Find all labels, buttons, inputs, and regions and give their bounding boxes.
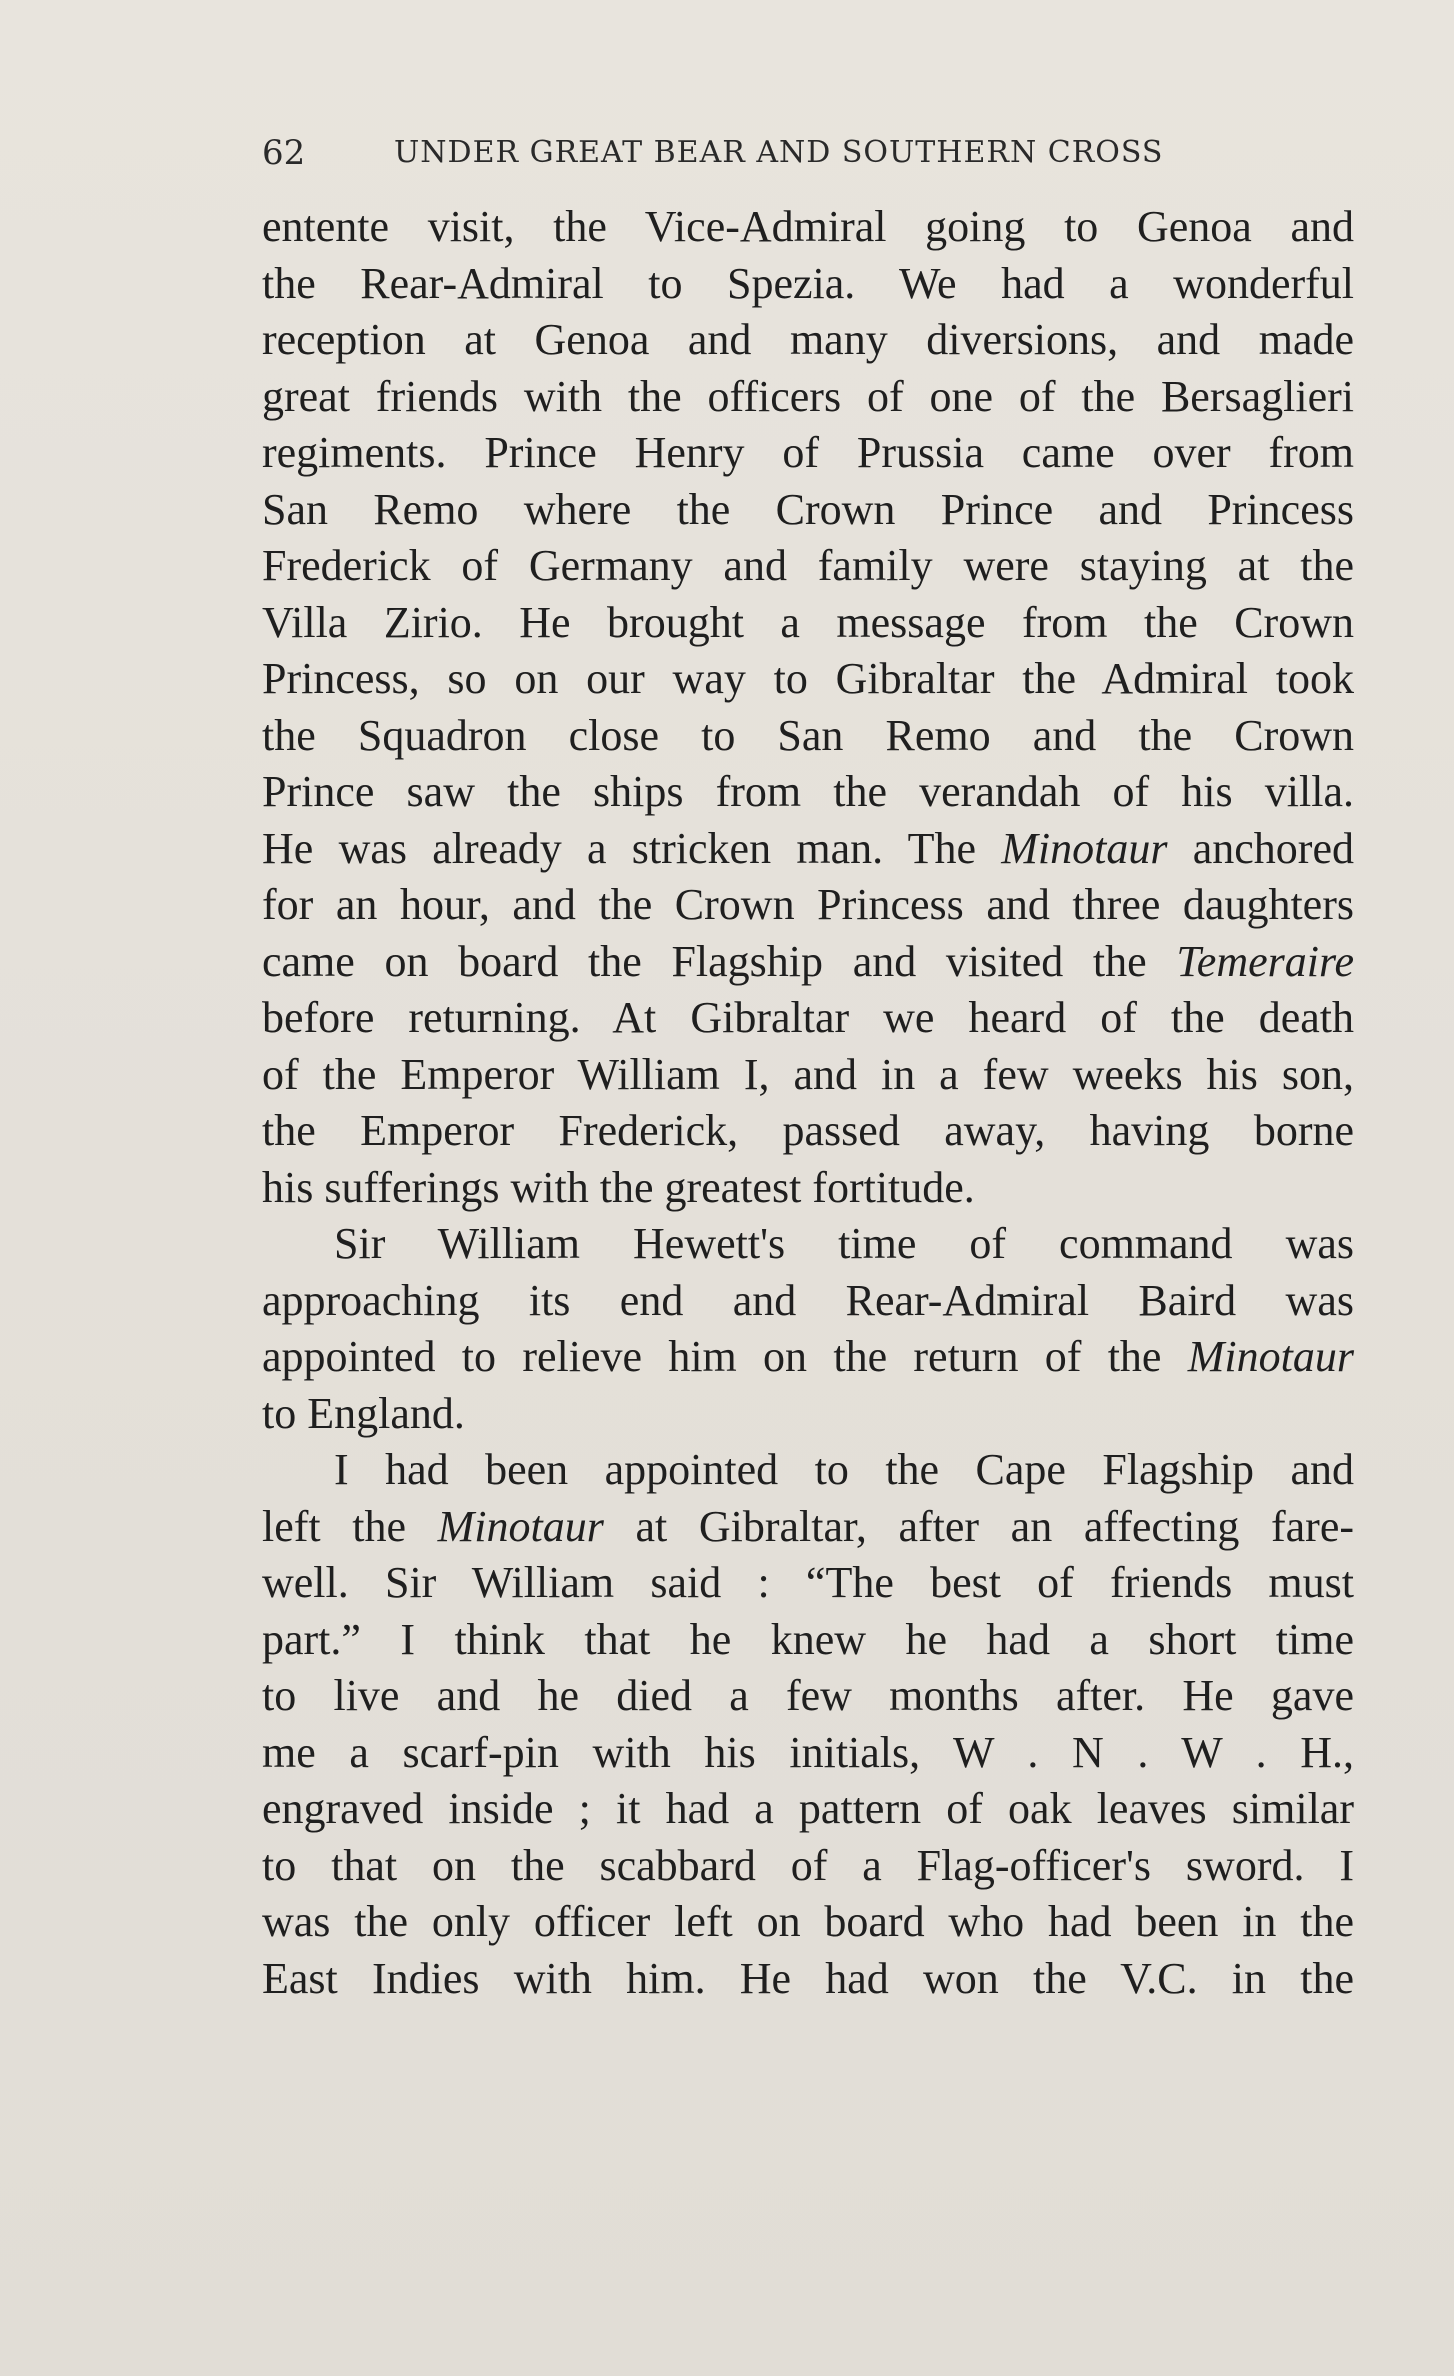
ship-name: Temeraire: [1176, 936, 1354, 986]
text-line: Princess, so on our way to Gibraltar the Admiral took: [262, 654, 1354, 703]
text-line: engraved inside ; it had a pattern of oak leaves similar: [262, 1784, 1354, 1833]
text-line: great friends with the officers of one of the Bersaglieri: [262, 371, 1354, 421]
text-line: East Indies with him. He had won the V.C. in the: [262, 1953, 1354, 2003]
page-header: [262, 128, 1212, 178]
ship-name: Minotaur: [1001, 823, 1168, 873]
text-line: before returning. At Gibraltar we heard of the death: [262, 993, 1354, 1042]
text-line: [262, 1499, 1354, 1556]
text-line: Sir William Hewett's time of command was: [334, 1219, 1354, 1268]
text-line: [262, 1329, 1354, 1386]
text-line: to live and he died a few months after. He gave: [262, 1671, 1354, 1720]
text-line: San Remo where the Crown Prince and Princess: [262, 484, 1354, 534]
text-line: to that on the scabbard of a Flag-officer's sword. I: [262, 1840, 1354, 1890]
text-line: the Rear-Admiral to Spezia. We had a wonderful: [262, 258, 1354, 308]
text-line: the Squadron close to San Remo and the Crown: [262, 710, 1354, 760]
text-line: was the only officer left on board who had been in the: [262, 1897, 1354, 1946]
running-head: UNDER GREAT BEAR AND SOUTHERN CROSS: [394, 135, 1164, 170]
text-line: I had been appointed to the Cape Flagship and: [334, 1445, 1354, 1494]
text-run: appointed to relieve him on the return of the: [262, 1332, 1188, 1381]
text-line: Villa Zirio. He brought a message from the Crown: [262, 597, 1354, 647]
text-line: the Emperor Frederick, passed away, having borne: [262, 1106, 1354, 1155]
text-line: of the Emperor William I, and in a few weeks his son,: [262, 1049, 1354, 1099]
text-line: reception at Genoa and many diversions, and made: [262, 315, 1354, 364]
text-line: [262, 934, 1354, 991]
text-line: his sufferings with the greatest fortitude.: [262, 1162, 975, 1212]
text-line: entente visit, the Vice-Admiral going to Genoa and: [262, 202, 1354, 251]
text-line: Frederick of Germany and family were staying at the: [262, 541, 1354, 590]
text-run: He was already a stricken man. The: [262, 823, 1002, 873]
text-line: part.” I think that he knew he had a short time: [262, 1614, 1354, 1664]
page-number: 62: [262, 133, 306, 173]
text-run: left the: [262, 1501, 438, 1551]
body-text: [262, 199, 1354, 2007]
text-line: well. Sir William said : “The best of friends must: [262, 1558, 1354, 1607]
text-line: for an hour, and the Crown Princess and three daughters: [262, 880, 1354, 929]
text-line: regiments. Prince Henry of Prussia came over from: [262, 428, 1354, 477]
text-line: [262, 821, 1354, 878]
ship-name: Minotaur: [1187, 1332, 1354, 1381]
text-run: anchored: [1167, 823, 1354, 873]
text-line: to England.: [262, 1388, 465, 1438]
text-line: Prince saw the ships from the verandah of his villa.: [262, 767, 1354, 816]
text-line: me a scarf-pin with his initials, W . N . W . H.,: [262, 1727, 1354, 1777]
text-run: came on board the Flagship and visited the: [262, 936, 1177, 986]
text-line: approaching its end and Rear-Admiral Baird was: [262, 1275, 1354, 1325]
text-run: at Gibraltar, after an affecting fare-: [603, 1501, 1354, 1551]
ship-name: Minotaur: [437, 1501, 604, 1551]
